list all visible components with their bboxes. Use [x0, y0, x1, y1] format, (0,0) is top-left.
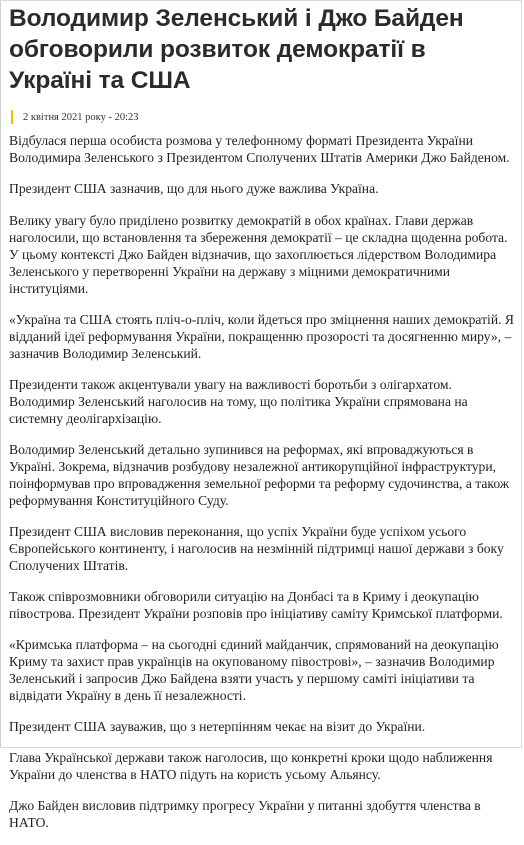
article-paragraph: Президенти також акцентували увагу на важливості боротьби з олігархатом. Володимир Зеленський наголосив на тому, що політика України спрямована на системну деолігархізацію. — [9, 377, 468, 426]
article-paragraph: Джо Байден висловив підтримку прогресу України у питанні здобуття членства в НАТО. — [9, 798, 481, 830]
date-accent-bar — [11, 110, 13, 124]
article-paragraph: Глава Української держави також наголосив, що конкретні кроки щодо наближення України до членства в НАТО підуть на користь усьому Альянсу. — [9, 750, 493, 782]
article-date-row — [11, 109, 139, 125]
article-date: 2 квітня 2021 року - 20:23 — [23, 111, 139, 123]
article-paragraph: Президент США зауважив, що з нетерпінням чекає на візит до України. — [9, 719, 426, 734]
article-title: Володимир Зеленський і Джо Байден обговорили розвиток демократії в Україні та США — [9, 5, 464, 94]
article-paragraph: «Україна та США стоять пліч-о-пліч, коли йдеться про зміцнення наших демократій. Я відданий ідеї реформування України, покращенню прозорості та досягненню миру», – зазначив Володимир Зеленський. — [9, 312, 514, 361]
article-paragraph: Велику увагу було приділено розвитку демократій в обох країнах. Глави держав наголосили, що встановлення та збереження демократії – це складна щоденна робота. У цьому контексті Джо Байден відзначив, що захоплюється лідерством Володимира Зеленського у перетворенні України на державу з міцними демократичними інституціями. — [9, 213, 508, 296]
article-body — [9, 132, 517, 845]
article-paragraph: Володимир Зеленський детально зупинився на реформах, які впроваджуються в Україні. Зокрема, відзначив розбудову незалежної антикорупційної інфраструктури, поінформував про впровадження земельної реформи та реформу судочинства, а також реформування Конституційного Суду. — [9, 442, 510, 508]
article-paragraph: Також співрозмовники обговорили ситуацію на Донбасі та в Криму і деокупацію півострова. Президент України розповів про ініціативу саміту Кримської платформи. — [9, 589, 503, 621]
article-paragraph: «Кримська платформа – на сьогодні єдиний майданчик, спрямований на деокупацію Криму та захист прав українців на окупованому півострові», – зазначив Володимир Зеленський і запросив Джо Байдена взяти участь у першому саміті ініціативи та відвідати Україну в день її незалежності. — [9, 637, 499, 703]
article-paragraph: Відбулася перша особиста розмова у телефонному форматі Президента України Володимира Зеленського з Президентом Сполучених Штатів Америки Джо Байденом. — [9, 133, 510, 165]
article-paragraph: Президент США висловив переконання, що успіх України буде успіхом усього Європейського континенту, і наголосив на незмінній підтримці нашої держави з боку Сполучених Штатів. — [9, 524, 504, 573]
article-paragraph: Президент США зазначив, що для нього дуже важлива Україна. — [9, 181, 379, 196]
